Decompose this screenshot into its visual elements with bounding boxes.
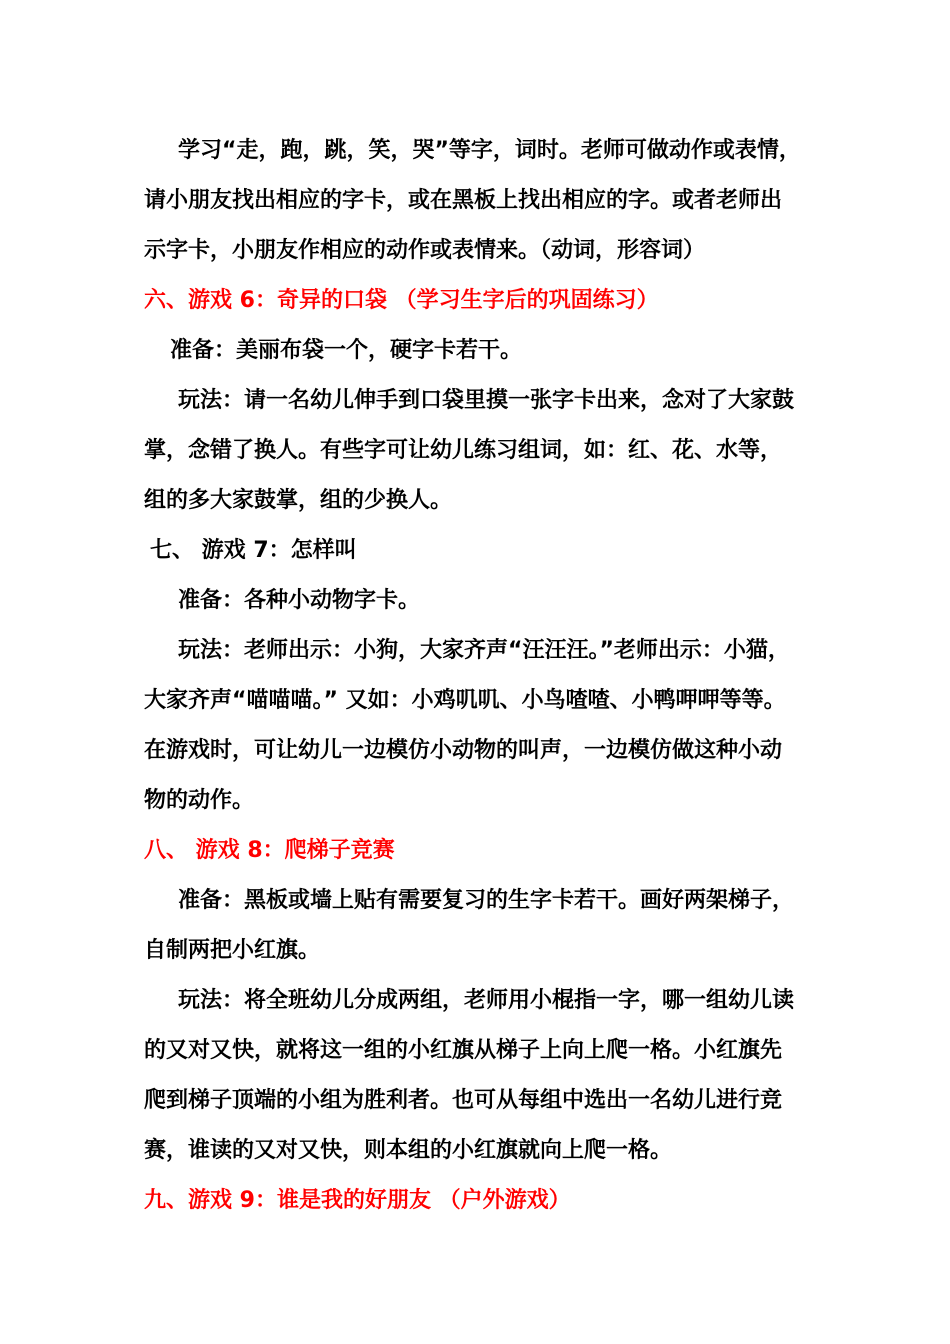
paragraph-line: 组的多大家鼓掌，组的少换人。: [144, 488, 453, 513]
paragraph-line: 学习“走，跑，跳，笑，哭”等字，词时。老师可做动作或表情，: [178, 138, 801, 163]
section-heading-6: 六、游戏 6：奇异的口袋 （学习生字后的巩固练习）: [144, 288, 659, 313]
section-heading-9: 九、游戏 9：谁是我的好朋友 （户外游戏）: [144, 1188, 571, 1213]
paragraph-line: 在游戏时，可让幼儿一边模仿小动物的叫声，一边模仿做这种小动: [144, 738, 783, 763]
paragraph-line: 掌，念错了换人。有些字可让幼儿练习组词，如：红、花、水等，: [144, 438, 783, 463]
paragraph-line: 玩法：将全班幼儿分成两组，老师用小棍指一字，哪一组幼儿读: [178, 988, 795, 1013]
section-heading-7: 七、 游戏 7：怎样叫: [150, 538, 357, 563]
paragraph-line: 的又对又快，就将这一组的小红旗从梯子上向上爬一格。小红旗先: [144, 1038, 783, 1063]
paragraph-line: 请小朋友找出相应的字卡，或在黑板上找出相应的字。或者老师出: [144, 188, 783, 213]
paragraph-line: 爬到梯子顶端的小组为胜利者。也可从每组中选出一名幼儿进行竞: [144, 1088, 783, 1113]
section-heading-8: 八、 游戏 8：爬梯子竞赛: [144, 838, 395, 863]
paragraph-line: 玩法：请一名幼儿伸手到口袋里摸一张字卡出来，念对了大家鼓: [178, 388, 795, 413]
paragraph-line: 准备：黑板或墙上贴有需要复习的生字卡若干。画好两架梯子，: [178, 888, 795, 913]
paragraph-line: 自制两把小红旗。: [144, 938, 321, 963]
paragraph-line: 物的动作。: [144, 788, 255, 813]
paragraph-line: 示字卡，小朋友作相应的动作或表情来。（动词，形容词）: [144, 238, 706, 263]
paragraph-line: 大家齐声“喵喵喵。” 又如：小鸡叽叽、小鸟喳喳、小鸭呷呷等等。: [144, 688, 786, 713]
paragraph-line: 准备：美丽布袋一个，硬字卡若干。: [170, 338, 523, 363]
paragraph-line: 准备：各种小动物字卡。: [178, 588, 421, 613]
paragraph-line: 玩法：老师出示：小狗，大家齐声“汪汪汪。”老师出示：小猫，: [178, 638, 790, 663]
paragraph-line: 赛，谁读的又对又快，则本组的小红旗就向上爬一格。: [144, 1138, 673, 1163]
